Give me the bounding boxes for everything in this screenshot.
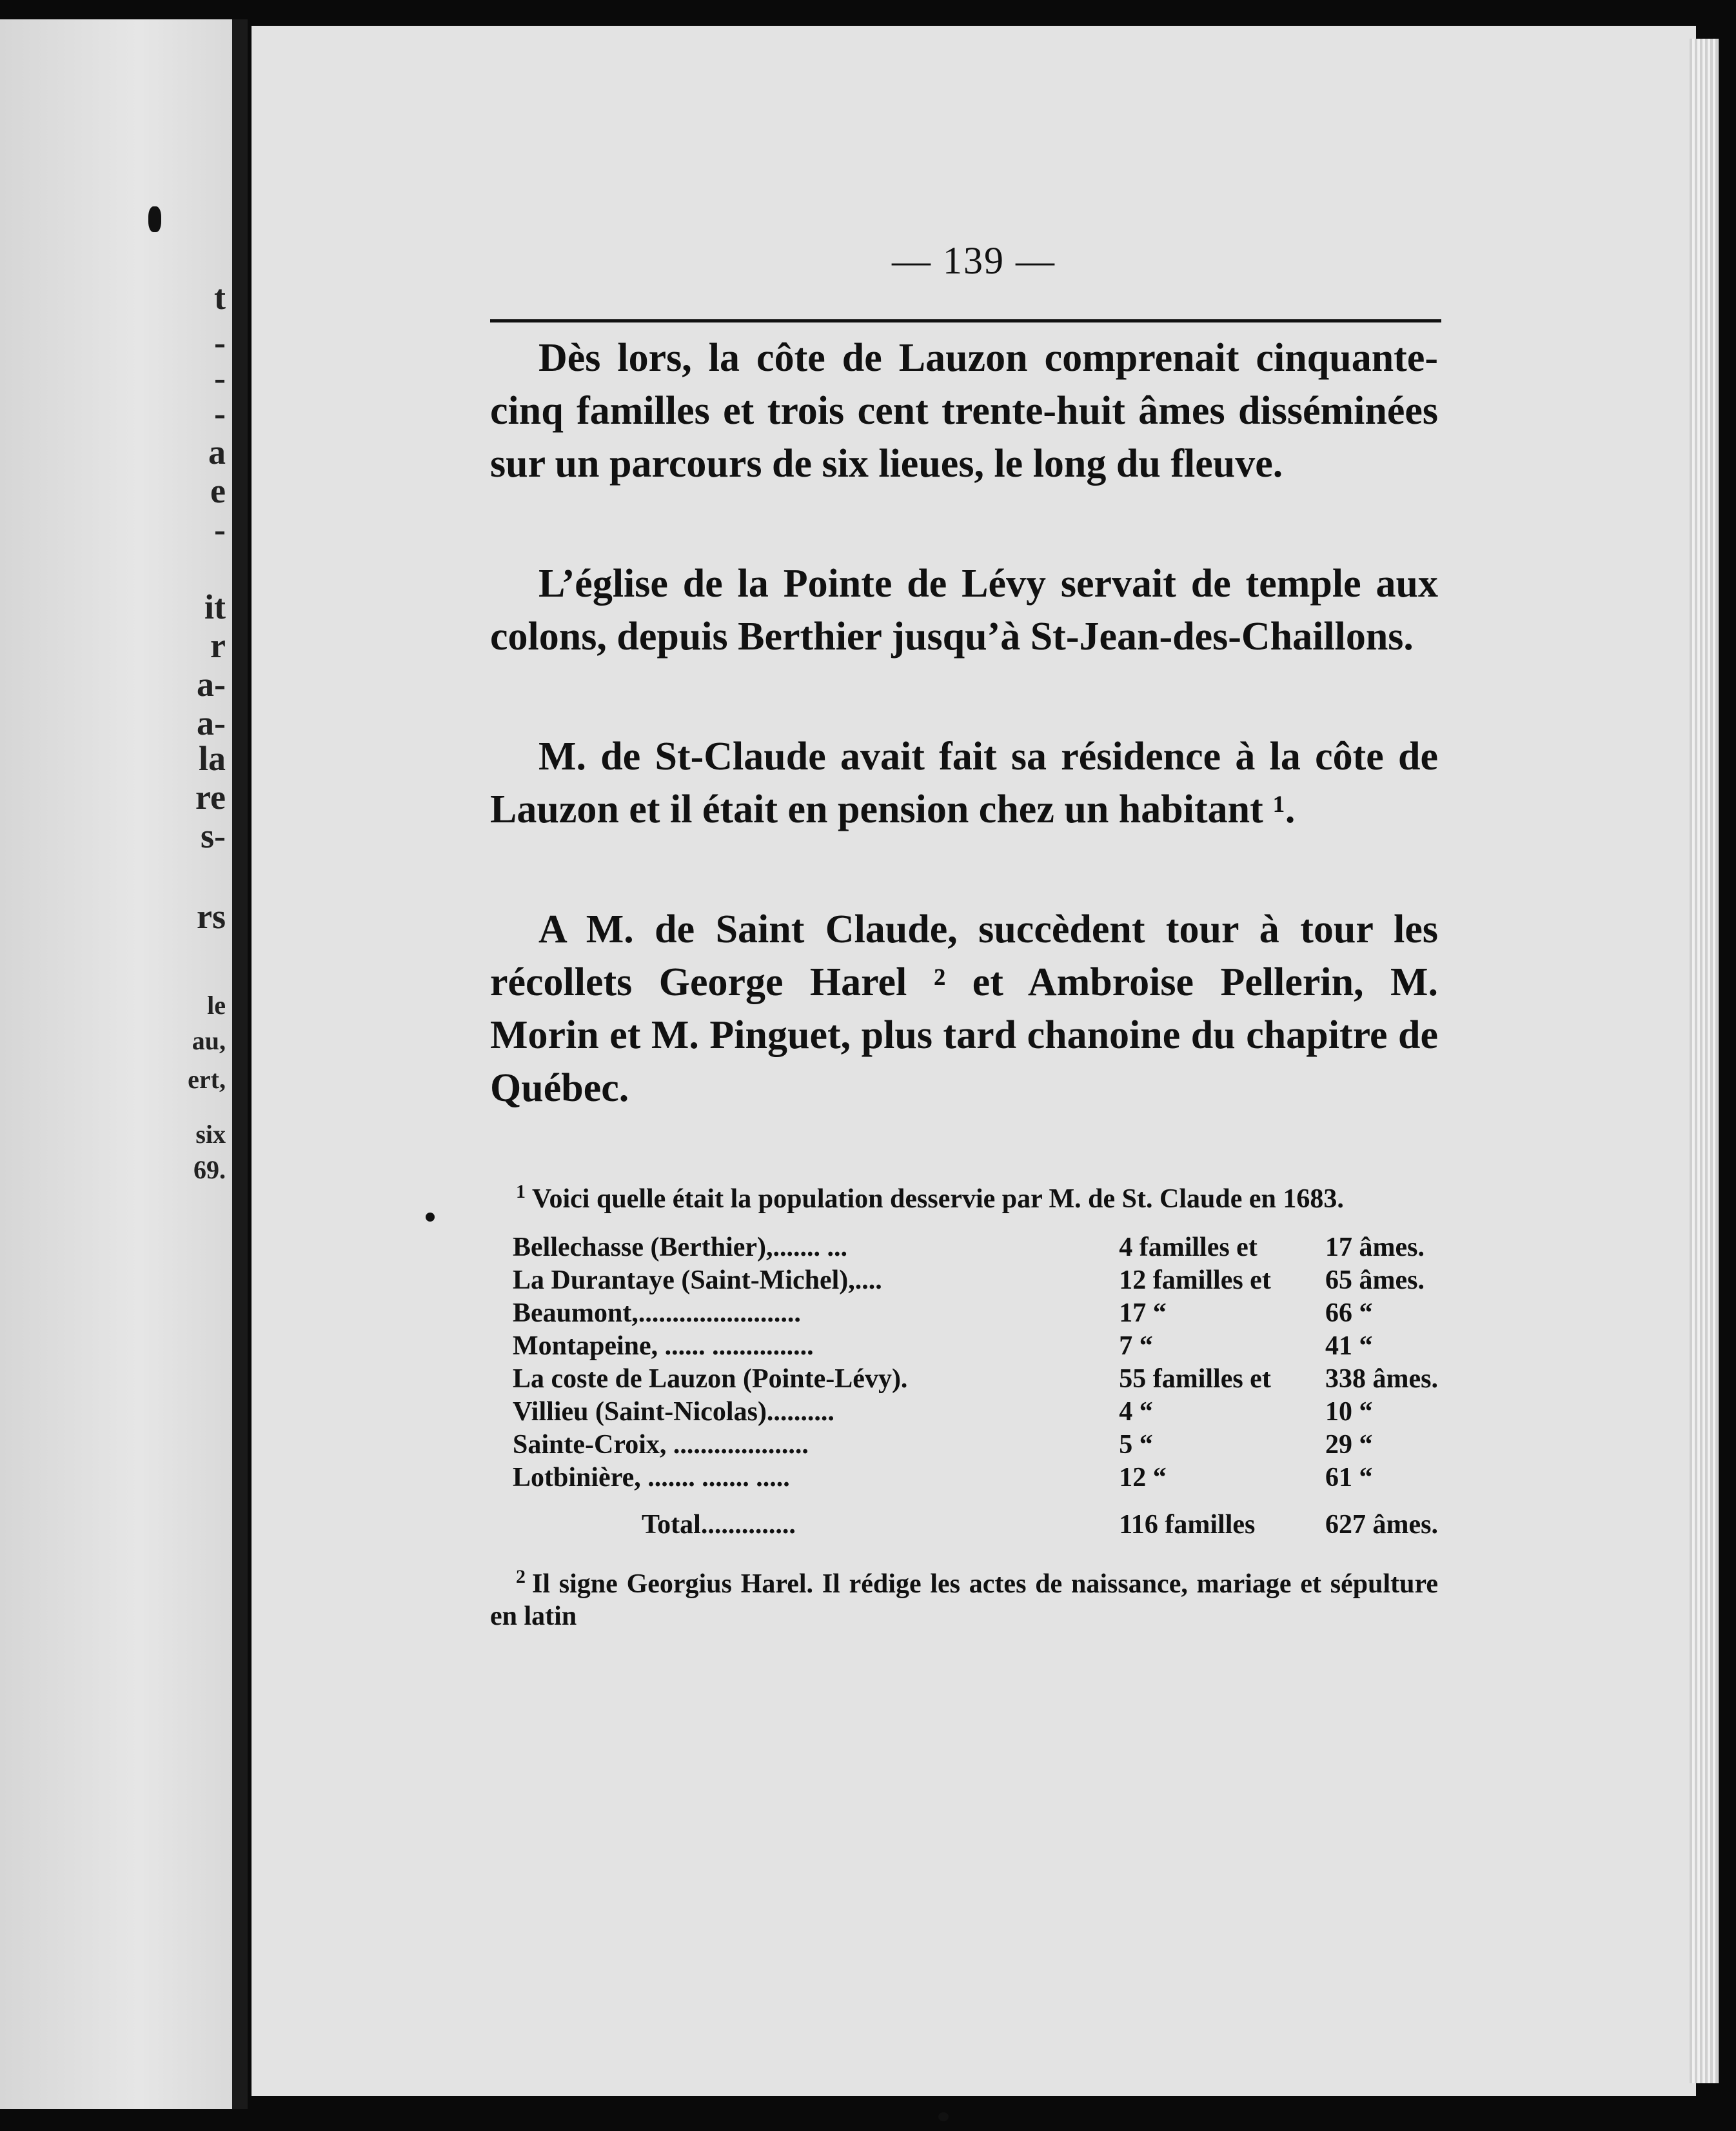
footnotes: [490, 1176, 1438, 1632]
page-stack-edge: [1690, 39, 1719, 2083]
families-cell: [1119, 1462, 1325, 1494]
souls-cell: [1325, 1264, 1438, 1297]
souls-cell: [1325, 1363, 1438, 1396]
total-label: Total..............: [642, 1510, 796, 1540]
population-row: [513, 1231, 1438, 1264]
souls-cell: [1325, 1429, 1438, 1462]
population-row: [513, 1363, 1438, 1396]
families-label: “: [1152, 1298, 1167, 1328]
previous-page-fragment: it: [204, 588, 226, 626]
total-souls-number: 627: [1325, 1510, 1366, 1540]
families-label: familles et: [1139, 1233, 1258, 1262]
previous-page-fragment: ert,: [188, 1065, 226, 1094]
previous-page-fragment: -: [214, 394, 226, 433]
souls-label: âmes.: [1359, 1233, 1425, 1262]
previous-page-fragment: rs: [197, 897, 226, 936]
paragraph-1: Dès lors, la côte de Lauzon comprenait cinquante-cinq familles et trois cent trente-huit âmes disséminées sur un parcours de six lieues, le long du fleuve.: [490, 336, 1438, 486]
families-number: 5: [1119, 1430, 1133, 1460]
population-row: [513, 1462, 1438, 1494]
page-number: — 139 —: [892, 239, 1056, 282]
families-number: 55: [1119, 1364, 1147, 1394]
souls-number: 10: [1325, 1397, 1353, 1427]
families-number: 17: [1119, 1298, 1147, 1328]
souls-cell: [1325, 1330, 1438, 1363]
total-souls-label: âmes.: [1372, 1510, 1438, 1540]
place-name: Montapeine, ...... ...............: [513, 1331, 814, 1361]
footnote-2-mark: 2: [516, 1566, 526, 1587]
souls-number: 65: [1325, 1265, 1353, 1295]
ink-speck: [938, 2112, 949, 2121]
previous-page-fragment: a: [208, 433, 226, 471]
families-cell: [1119, 1363, 1325, 1396]
paragraph-3: M. de St-Claude avait fait sa résidence à la côte de Lauzon et il était en pension chez un habitant ¹.: [490, 735, 1438, 831]
footnote-1: [490, 1176, 1438, 1215]
previous-page-fragment: -: [214, 323, 226, 362]
previous-page-fragment: 69.: [193, 1155, 226, 1184]
souls-label: “: [1359, 1298, 1373, 1328]
families-label: “: [1139, 1430, 1153, 1460]
total-families: [1119, 1494, 1325, 1541]
previous-page-fragment: e: [210, 471, 226, 510]
souls-number: 338: [1325, 1364, 1366, 1394]
souls-number: 29: [1325, 1430, 1353, 1460]
ink-speck: [148, 206, 161, 232]
population-row: [513, 1330, 1438, 1363]
ink-speck: [426, 1213, 435, 1222]
page-content: [490, 239, 1438, 1632]
families-label: “: [1152, 1463, 1167, 1492]
population-table: [513, 1231, 1438, 1541]
souls-cell: [1325, 1462, 1438, 1494]
previous-page-edge: [0, 19, 232, 2109]
previous-page-fragment: a-: [197, 704, 226, 742]
previous-page-fragment: le: [207, 991, 226, 1020]
families-number: 12: [1119, 1265, 1147, 1295]
souls-label: âmes.: [1359, 1265, 1425, 1295]
families-label: familles et: [1152, 1364, 1271, 1394]
souls-cell: [1325, 1396, 1438, 1429]
total-row: [513, 1494, 1438, 1541]
souls-cell: [1325, 1231, 1438, 1264]
previous-page-fragment: s-: [201, 817, 226, 855]
souls-number: 41: [1325, 1331, 1353, 1361]
total-souls: [1325, 1494, 1438, 1541]
souls-label: “: [1359, 1397, 1373, 1427]
souls-label: âmes.: [1372, 1364, 1438, 1394]
families-number: 4: [1119, 1233, 1133, 1262]
footnote-1-text: Voici quelle était la population desservie par M. de St. Claude en 1683.: [532, 1184, 1344, 1214]
population-row: [513, 1429, 1438, 1462]
place-name: La coste de Lauzon (Pointe-Lévy).: [513, 1364, 908, 1394]
footnote-2: [490, 1561, 1438, 1632]
families-number: 7: [1119, 1331, 1133, 1361]
families-number: 12: [1119, 1463, 1147, 1492]
paragraph-4: A M. de Saint Claude, succèdent tour à tour les récollets George Harel ² et Ambroise Pellerin, M. Morin et M. Pinguet, plus tard chanoine du chapitre de Québec.: [490, 907, 1438, 1110]
previous-page-fragment: six: [195, 1120, 226, 1149]
place-name: Sainte-Croix, ....................: [513, 1430, 809, 1460]
souls-label: “: [1359, 1331, 1373, 1361]
footnote-2-text: Il signe Georgius Harel. Il rédige les actes de naissance, mariage et sépulture en latin: [490, 1569, 1438, 1631]
total-families-number: 116: [1119, 1510, 1158, 1540]
population-row: [513, 1297, 1438, 1330]
population-row: [513, 1396, 1438, 1429]
paragraph-2: L’église de la Pointe de Lévy servait de temple aux colons, depuis Berthier jusqu’à St-Jean-des-Chaillons.: [490, 562, 1438, 659]
book-gutter: [232, 19, 248, 2109]
previous-page-fragment: a-: [197, 665, 226, 704]
families-cell: [1119, 1264, 1325, 1297]
families-cell: [1119, 1396, 1325, 1429]
souls-label: “: [1359, 1463, 1373, 1492]
previous-page-fragment: -: [214, 510, 226, 549]
population-table-body: [513, 1231, 1438, 1494]
souls-number: 61: [1325, 1463, 1353, 1492]
families-label: familles et: [1152, 1265, 1271, 1295]
place-name: Lotbinière, ....... ....... .....: [513, 1463, 790, 1492]
footnote-1-mark: 1: [516, 1181, 526, 1202]
families-cell: [1119, 1297, 1325, 1330]
previous-page-fragment: t: [214, 278, 226, 317]
place-name: Beaumont,........................: [513, 1298, 801, 1328]
families-cell: [1119, 1330, 1325, 1363]
souls-cell: [1325, 1297, 1438, 1330]
families-label: “: [1139, 1331, 1153, 1361]
previous-page-fragment: r: [210, 626, 226, 665]
souls-number: 66: [1325, 1298, 1353, 1328]
place-name: La Durantaye (Saint-Michel),....: [513, 1265, 882, 1295]
families-cell: [1119, 1429, 1325, 1462]
header-rule: [490, 319, 1441, 322]
families-cell: [1119, 1231, 1325, 1264]
families-label: “: [1139, 1397, 1153, 1427]
souls-number: 17: [1325, 1233, 1353, 1262]
previous-page-fragment: re: [195, 778, 226, 817]
souls-label: “: [1359, 1430, 1373, 1460]
previous-page-fragment: la: [198, 739, 226, 778]
previous-page-fragment: au,: [192, 1026, 226, 1055]
total-families-label: familles: [1165, 1510, 1256, 1540]
population-row: [513, 1264, 1438, 1297]
previous-page-fragment: -: [214, 359, 226, 397]
families-number: 4: [1119, 1397, 1133, 1427]
place-name: Bellechasse (Berthier),....... ...: [513, 1233, 848, 1262]
place-name: Villieu (Saint-Nicolas)..........: [513, 1397, 834, 1427]
